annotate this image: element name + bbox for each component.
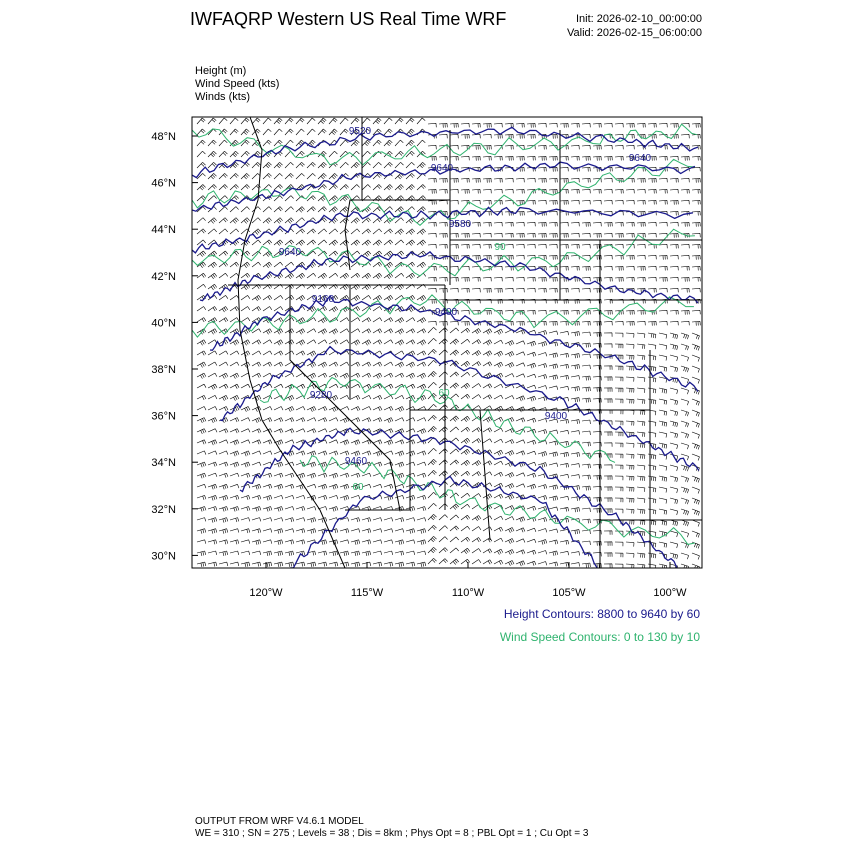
lat-tick-label: 32°N (151, 503, 176, 516)
lat-tick-label: 46°N (151, 177, 176, 190)
contour-label: 90 (494, 242, 506, 253)
contour-label: 60 (352, 482, 364, 493)
contour-label: 9280 (309, 390, 333, 401)
valid-time: Valid: 2026-02-15_06:00:00 (567, 27, 702, 39)
contour-label: 9460 (344, 456, 368, 467)
contour-label: 9400 (544, 411, 568, 422)
lat-tick-label: 40°N (151, 317, 176, 330)
contour-label: 9580 (448, 219, 472, 230)
lon-tick-label: 120°W (249, 587, 283, 599)
lon-tick-label: 115°W (350, 587, 384, 599)
legend-wind-speed-contours: Wind Speed Contours: 0 to 130 by 10 (499, 630, 700, 644)
lat-tick-label: 42°N (151, 270, 176, 283)
init-time: Init: 2026-02-10_00:00:00 (576, 13, 702, 25)
contour-label: 9520 (348, 126, 372, 137)
lon-tick-label: 105°W (552, 587, 586, 599)
lat-tick-label: 36°N (151, 410, 176, 423)
field-label-winds: Winds (kts) (195, 91, 250, 103)
lat-tick-label: 38°N (151, 364, 176, 376)
lon-tick-label: 100°W (653, 587, 687, 599)
contour-label: 9160 (311, 294, 335, 305)
legend-height-contours: Height Contours: 8800 to 9640 by 60 (503, 607, 700, 621)
field-label-height: Height (m) (195, 65, 247, 77)
contour-label: 9640 (278, 247, 302, 258)
contour-label: 60 (438, 388, 450, 399)
latitude-axis (151, 131, 198, 562)
lat-tick-label: 44°N (151, 224, 176, 237)
contour-label: 9640 (430, 163, 454, 174)
footer-model: OUTPUT FROM WRF V4.6.1 MODEL (195, 816, 364, 827)
lat-tick-label: 30°N (151, 550, 176, 563)
contour-label: 9400 (434, 307, 458, 318)
lon-tick-label: 110°W (451, 587, 485, 599)
chart-title: IWFAQRP Western US Real Time WRF (190, 9, 507, 29)
contour-label: 9640 (628, 153, 652, 164)
lat-tick-label: 48°N (151, 131, 176, 143)
footer-config: WE = 310 ; SN = 275 ; Levels = 38 ; Dis = 8km ; Phys Opt = 8 ; PBL Opt = 1 ; Cu Opt = 3 (195, 828, 589, 839)
field-label-wind-speed: Wind Speed (kts) (195, 78, 280, 90)
lat-tick-label: 34°N (151, 457, 176, 470)
